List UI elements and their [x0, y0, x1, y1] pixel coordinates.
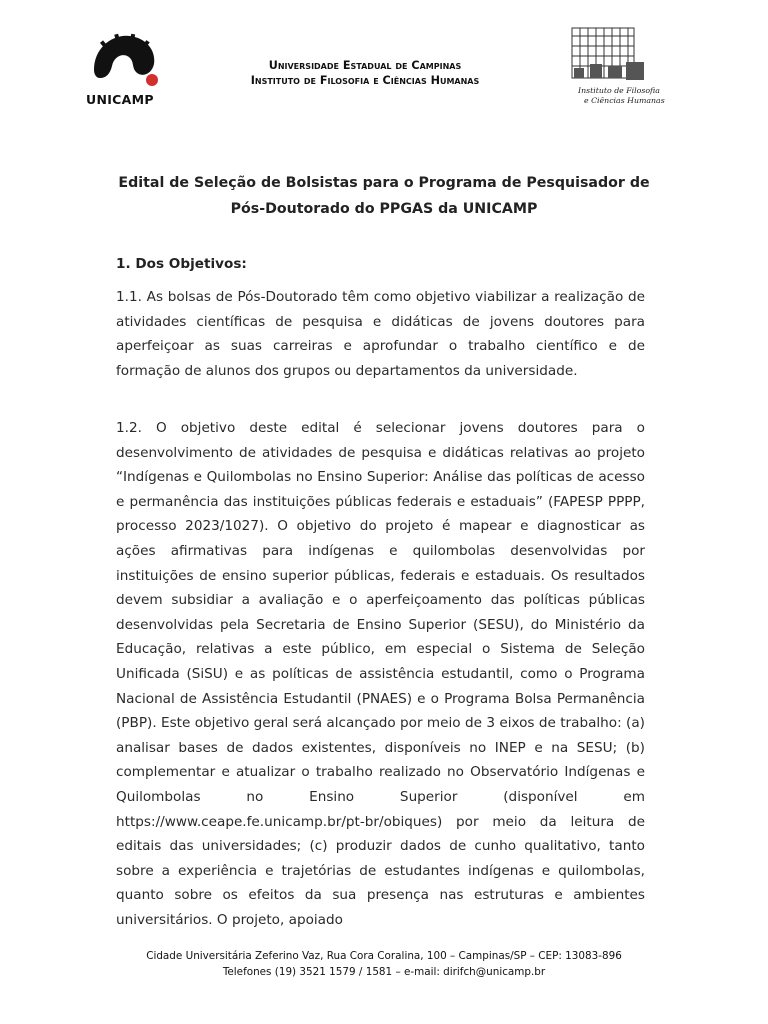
unicamp-logo-text: UNICAMP	[86, 92, 154, 107]
ifch-caption-line-2: e Ciências Humanas	[584, 96, 665, 105]
institution-header	[200, 58, 530, 88]
ifch-caption-line-1: Instituto de Filosofia	[578, 86, 660, 95]
document-title	[110, 170, 658, 222]
footer-address: Cidade Universitária Zeferino Vaz, Rua Cora Coralina, 100 – Campinas/SP – CEP: 13083-896	[146, 950, 622, 962]
paragraph-1-2: 1.2. O objetivo deste edital é selecionar jovens doutores para o desenvolvimento de atividades de pesquisa e didáticas relativas ao projeto “Indígenas e Quilombolas no Ensino Superior: Análise das políticas de acesso e permanência das instituições públicas federais e estaduais” (FAPESP PPPP, processo 2023/1027). O objetivo do projeto é mapear e diagnosticar as ações afirmativas para indígenas e quilombolas desenvolvidas por instituições de ensino superior públicas, federais e estaduais. Os resultados devem subsidiar a avaliação e o aperfeiçoamento das políticas públicas desenvolvidas pela Secretaria de Ensino Superior (SESU), do Ministério da Educação, relativas a este público, em especial o Sistema de Seleção Unificada (SiSU) e as políticas de assistência estudantil, como o Programa Nacional de Assistência Estudantil (PNAES) e o Programa Bolsa Permanência (PBP). Este objetivo geral será alcançado por meio de 3 eixos de trabalho: (a) analisar bases de dados existentes, disponíveis no INEP e na SESU; (b) complementar e atualizar o trabalho realizado no Observatório Indígenas e Quilombolas no Ensino Superior (disponível em https://www.ceape.fe.unicamp.br/pt-br/obiques) por meio da leitura de editais das universidades; (c) produzir dados de cunho qualitativo, tanto sobre a experiência e trajetórias de estudantes indígenas e quilombolas, quanto sobre os efeitos da sua presença nas estruturas e ambientes universitários. O projeto, apoiado	[116, 420, 645, 928]
footer-contact: Telefones (19) 3521 1579 / 1581 – e-mail: dirifch@unicamp.br	[222, 966, 546, 978]
title-line-2: Pós-Doutorado do PPGAS da UNICAMP	[230, 201, 538, 217]
institute-name: Instituto de Filosofia e Ciências Humanas	[250, 74, 480, 87]
title-line-1: Edital de Seleção de Bolsistas para o Programa de Pesquisador de	[118, 175, 650, 191]
ifch-logo-caption	[578, 86, 665, 106]
page-footer	[0, 948, 768, 980]
section-heading: 1. Dos Objetivos:	[116, 256, 247, 272]
paragraph-1-1: 1.1. As bolsas de Pós-Doutorado têm como objetivo viabilizar a realização de atividades científicas de pesquisa e didáticas de jovens doutores para aperfeiçoar as suas carreiras e aprofundar o trabalho científico e de formação de alunos dos grupos ou departamentos da universidade.	[116, 289, 645, 379]
page-header	[0, 0, 768, 120]
university-name: Universidade Estadual de Campinas	[268, 59, 462, 72]
